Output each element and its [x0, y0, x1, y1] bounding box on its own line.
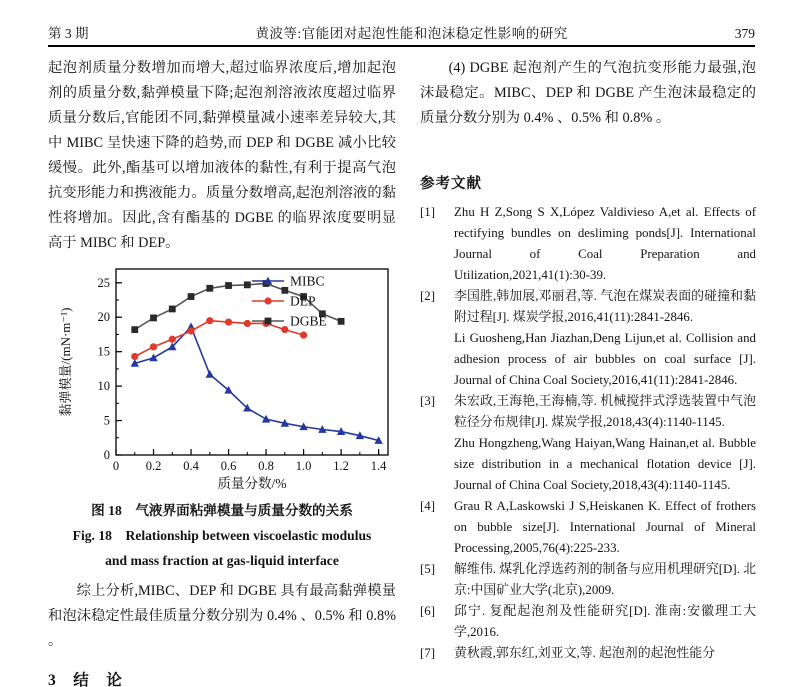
circle-marker: [187, 327, 194, 334]
reference-number: [1]: [420, 205, 436, 219]
square-marker: [188, 293, 195, 300]
figure-caption-cn: 图 18 气液界面粘弹模量与质量分数的关系: [91, 503, 353, 518]
y-tick-label: 25: [97, 275, 110, 290]
reference-item: [420, 391, 756, 496]
x-tick-label: 0: [112, 459, 120, 473]
reference-item: [420, 496, 756, 559]
paragraph-conclusion-4: (4) DGBE 起泡剂产生的气泡抗变形能力最强,泡沫最稳定。MIBC、DEP 和 DGBE 产生泡沫最稳定的质量分数分别为 0.4% 、0.5% 和 0.8% 。: [420, 60, 756, 126]
reference-text: 李国胜,韩加展,邓丽君,等. 气泡在煤炭表面的碰撞和黏附过程[J]. 煤炭学报,2016,41(11):2841-2846. Li Guosheng,Han Jiazhan,Deng Lijun,et al. Collision and adhesion process of air bubbles on coal surface [J]. Journal of China Coal Society,2016,41(11):2841-2846.: [454, 289, 756, 387]
page-header: [48, 22, 755, 42]
square-marker: [281, 287, 288, 294]
references-list: [420, 202, 756, 664]
figure-caption-en-line2: and mass fraction at gas-liquid interface: [105, 553, 339, 568]
square-marker: [169, 306, 176, 313]
plot-frame: [116, 269, 388, 455]
right-column: [420, 56, 756, 664]
square-marker: [150, 315, 157, 322]
reference-item: [420, 601, 756, 643]
x-axis-label: 质量分数/%: [217, 476, 287, 491]
circle-marker: [244, 320, 251, 327]
reference-number: [4]: [420, 499, 436, 513]
reference-text: 朱宏政,王海艳,王海楠,等. 机械搅拌式浮选装置中气泡粒径分布规律[J]. 煤炭学报,2018,43(4):1140-1145. Zhu Hongzheng,Wang Haiyan,Wang Hainan,et al. Bubble size distribution in a mechanical flotation device [J]. Journal of China Coal Society,2018,43(4):1140-1145.: [454, 394, 756, 492]
circle-marker: [150, 343, 157, 350]
y-tick-label: 15: [97, 344, 110, 359]
x-tick-label: 1.0: [295, 459, 312, 473]
square-marker: [244, 281, 251, 288]
circle-marker: [131, 353, 138, 360]
running-title: 黄波等:官能团对起泡性能和泡沫稳定性影响的研究: [255, 26, 568, 41]
circle-marker: [206, 317, 213, 324]
header-rule: [48, 45, 755, 47]
page-number: 379: [734, 26, 755, 41]
reference-item: [420, 559, 756, 601]
circle-marker: [300, 332, 307, 339]
x-tick-label: 0.6: [220, 459, 237, 473]
y-tick-label: 5: [103, 413, 110, 428]
section-heading-conclusion: 3 结 论: [48, 672, 123, 687]
triangle-marker: [206, 370, 214, 378]
y-tick-label: 0: [103, 448, 110, 462]
x-tick-label: 1.2: [333, 459, 349, 473]
series-line-MIBC: [135, 327, 379, 441]
reference-item: [420, 286, 756, 391]
circle-marker: [264, 297, 271, 304]
square-marker: [206, 285, 213, 292]
triangle-marker: [149, 353, 157, 361]
reference-number: [5]: [420, 562, 436, 576]
reference-text: 解维伟. 煤乳化浮选药剂的制备与应用机理研究[D]. 北京:中国矿业大学(北京),2009.: [454, 562, 756, 597]
references-heading: 参考文献: [420, 176, 482, 192]
legend-label-MIBC: MIBC: [290, 273, 325, 289]
triangle-marker: [262, 415, 270, 423]
x-tick-label: 1.4: [370, 459, 387, 473]
y-tick-label: 20: [97, 310, 110, 325]
legend-label-DEP: DEP: [290, 293, 316, 309]
series-line-DEP: [135, 321, 304, 357]
circle-marker: [281, 326, 288, 333]
reference-text: 黄秋霞,郭东红,刘亚文,等. 起泡剂的起泡性能分: [454, 646, 716, 660]
paragraph-summary: 综上分析,MIBC、DEP 和 DGBE 具有最高黏弹模量和泡沫稳定性最佳质量分数分别为 0.4% 、0.5% 和 0.8% 。: [48, 583, 396, 649]
viscoelastic-modulus-chart: [54, 259, 399, 491]
figure-caption-en-line1: Fig. 18 Relationship between viscoelastic modulus: [72, 528, 372, 543]
reference-number: [7]: [420, 646, 436, 660]
x-tick-label: 0.4: [183, 459, 199, 473]
figure-18: [54, 259, 399, 496]
square-marker: [338, 318, 345, 325]
y-tick-label: 10: [97, 379, 110, 394]
reference-number: [2]: [420, 289, 436, 303]
journal-issue: 第 3 期: [48, 26, 89, 41]
reference-number: [3]: [420, 394, 436, 408]
circle-marker: [169, 336, 176, 343]
x-tick-label: 0.2: [145, 459, 162, 473]
reference-text: Grau R A,Laskowski J S,Heiskanen K. Effect of frothers on bubble size[J]. International Journal of Mineral Processing,2005,76(4):225-233.: [454, 499, 756, 555]
square-marker: [225, 282, 232, 289]
reference-text: 邱宁. 复配起泡剂及性能研究[D]. 淮南:安徽理工大学,2016.: [454, 604, 756, 639]
square-marker: [131, 326, 138, 333]
y-axis-label: 黏弹模量/(mN·m⁻¹): [58, 307, 73, 417]
reference-number: [6]: [420, 604, 436, 618]
reference-item: [420, 643, 756, 664]
legend-label-DGBE: DGBE: [290, 313, 327, 329]
left-column: [48, 56, 396, 687]
circle-marker: [225, 318, 232, 325]
paragraph-continuation: 起泡剂质量分数增加而增大,超过临界浓度后,增加起泡剂的质量分数,黏弹模量下降;起泡剂溶液浓度超过临界质量分数后,官能团不同,黏弹模量减小速率差异较大,其中 MIBC 呈快速下降的趋势,而 DEP 和 DGBE 减小比较缓慢。此外,酯基可以增加液体的黏性,有利于提高气泡抗变形能力和携液能力。质量分数增高,起泡剂溶液的黏性将增加。因此,含有酯基的 DGBE 的临界浓度要明显高于 MIBC 和 DEP。: [48, 60, 396, 251]
reference-text: Zhu H Z,Song S X,López Valdivieso A,et al. Effects of rectifying bundles on desliming ponds[J]. International Journal of Coal Preparation and Utilization,2021,41(1):30-39.: [454, 205, 756, 282]
x-tick-label: 0.8: [258, 459, 274, 473]
square-marker: [265, 318, 272, 325]
reference-item: [420, 202, 756, 286]
